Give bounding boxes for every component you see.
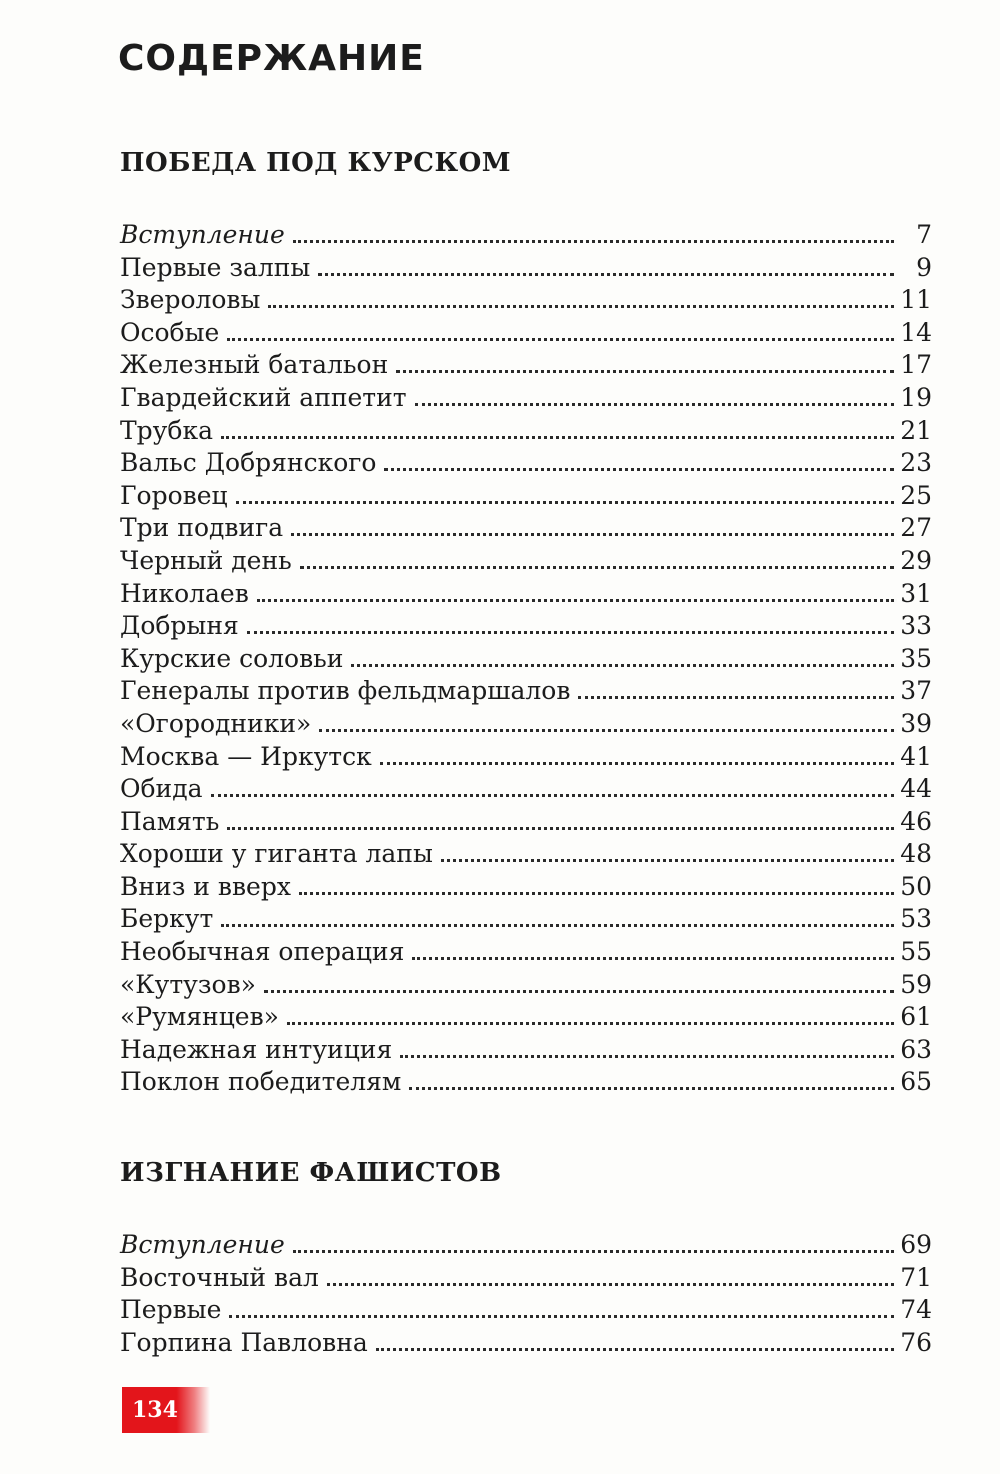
- dot-leader: [400, 1055, 894, 1058]
- toc-entry-page: 53: [900, 904, 932, 934]
- dot-leader: [380, 762, 894, 765]
- toc-entry-page: 71: [900, 1262, 932, 1292]
- toc-entry-page: 69: [900, 1230, 932, 1259]
- dot-leader: [287, 1022, 894, 1025]
- toc-entry-title: Железный батальон: [120, 350, 389, 380]
- toc-entry-page: 23: [900, 448, 932, 478]
- dot-leader: [319, 729, 894, 732]
- toc-entry-page: 11: [900, 285, 932, 315]
- dot-leader: [409, 1087, 894, 1090]
- toc-entry-page: 55: [900, 937, 932, 967]
- dot-leader: [247, 631, 894, 634]
- dot-leader: [236, 501, 894, 504]
- toc-entry: [120, 1327, 932, 1360]
- section-heading: ИЗГНАНИЕ ФАШИСТОВ: [120, 1158, 502, 1188]
- toc-entry-page: 59: [900, 969, 932, 999]
- dot-leader: [318, 273, 894, 276]
- toc-entry: [120, 903, 932, 936]
- dot-leader: [376, 1348, 894, 1351]
- toc-entry: [120, 349, 932, 382]
- toc-entry-title: Трубка: [120, 415, 213, 445]
- dot-leader: [229, 1315, 894, 1318]
- dot-leader: [412, 957, 894, 960]
- toc-entry-page: 14: [900, 317, 932, 347]
- toc-entry-title: Восточный вал: [120, 1262, 319, 1292]
- toc-entry-page: 17: [900, 350, 932, 380]
- dot-leader: [227, 827, 894, 830]
- dot-leader: [293, 1250, 894, 1253]
- dot-leader: [415, 403, 894, 406]
- toc-entry-page: 63: [900, 1034, 932, 1064]
- toc-entry: [120, 610, 932, 643]
- toc-list: [120, 1229, 932, 1359]
- toc-entry-page: 74: [900, 1295, 932, 1325]
- toc-entry: [120, 643, 932, 676]
- toc-entry-page: 21: [900, 415, 932, 445]
- toc-entry-title: Первые: [120, 1295, 222, 1325]
- toc-entry-page: 41: [900, 741, 932, 771]
- toc-entry-title: Черный день: [120, 545, 292, 575]
- toc-section: [120, 145, 932, 1099]
- toc-entry-title: «Огородники»: [120, 708, 312, 738]
- toc-entry: [120, 382, 932, 415]
- toc-entry-title: «Кутузов»: [120, 969, 256, 999]
- toc-entry-title: Генералы против фельдмаршалов: [120, 676, 571, 706]
- dot-leader: [264, 990, 894, 993]
- toc-entry-page: 76: [900, 1327, 932, 1357]
- dot-leader: [351, 664, 894, 667]
- toc-entry-title: Надежная интуиция: [120, 1034, 393, 1064]
- toc-entry-title: Николаев: [120, 578, 249, 608]
- toc-entry-title: Беркут: [120, 904, 214, 934]
- toc-entry-page: 48: [900, 839, 932, 869]
- toc-entry: [120, 773, 932, 806]
- toc-entry: [120, 1294, 932, 1327]
- dot-leader: [221, 436, 894, 439]
- toc-entry-page: 9: [916, 252, 932, 282]
- page-number-badge: [122, 1387, 210, 1433]
- toc-list: [120, 219, 932, 1099]
- toc-entry-title: Звероловы: [120, 285, 261, 315]
- toc-entry: [120, 512, 932, 545]
- toc-entry-title: Поклон победителям: [120, 1067, 402, 1097]
- toc-entry-page: 39: [900, 708, 932, 738]
- toc-entry-title: Первые залпы: [120, 252, 311, 282]
- toc-entry-title: Добрыня: [120, 611, 239, 641]
- toc-entry-title: Три подвига: [120, 513, 284, 543]
- toc-entry-page: 37: [900, 676, 932, 706]
- toc-entry: [120, 1034, 932, 1067]
- toc-entry: [120, 741, 932, 774]
- toc-entry: [120, 936, 932, 969]
- toc-entry-title: Необычная операция: [120, 937, 405, 967]
- section-heading: ПОБЕДА ПОД КУРСКОМ: [120, 148, 512, 178]
- dot-leader: [211, 794, 894, 797]
- toc-entry-page: 46: [900, 806, 932, 836]
- toc-entry-title: Вступление: [120, 1230, 285, 1259]
- toc-entry: [120, 447, 932, 480]
- toc-entry-title: «Румянцев»: [120, 1002, 279, 1032]
- toc-entry-title: Горпина Павловна: [120, 1327, 368, 1357]
- dot-leader: [291, 533, 894, 536]
- dot-leader: [327, 1283, 894, 1286]
- toc-entry: [120, 578, 932, 611]
- toc-entry: [120, 675, 932, 708]
- dot-leader: [384, 468, 894, 471]
- toc-entry-page: 31: [900, 578, 932, 608]
- toc-entry-title: Особые: [120, 317, 220, 347]
- toc-entry-title: Москва — Иркутск: [120, 741, 372, 771]
- toc-entry-title: Вниз и вверх: [120, 871, 291, 901]
- dot-leader: [227, 338, 894, 341]
- toc-entry-page: 33: [900, 611, 932, 641]
- toc-entry: [120, 969, 932, 1002]
- dot-leader: [396, 370, 894, 373]
- toc-entry-title: Обида: [120, 774, 203, 804]
- toc-entry: [120, 284, 932, 317]
- toc-entry: [120, 252, 932, 285]
- toc-entry-page: 25: [900, 480, 932, 510]
- page-number: 134: [132, 1397, 178, 1423]
- toc-entry-page: 65: [900, 1067, 932, 1097]
- toc-entry-title: Гвардейский аппетит: [120, 382, 407, 412]
- toc-entry-title: Курские соловьи: [120, 643, 344, 673]
- toc-entry: [120, 1066, 932, 1099]
- page-title: СОДЕРЖАНИЕ: [118, 38, 425, 79]
- dot-leader: [441, 859, 894, 862]
- toc-entry-page: 7: [916, 220, 932, 249]
- dot-leader: [221, 924, 894, 927]
- toc-entry-title: Горовец: [120, 480, 228, 510]
- dot-leader: [299, 892, 894, 895]
- dot-leader: [300, 566, 894, 569]
- toc-entry: [120, 708, 932, 741]
- toc-entry-page: 35: [900, 643, 932, 673]
- toc-entry-page: 50: [900, 871, 932, 901]
- toc-entry-title: Вальс Добрянского: [120, 448, 377, 478]
- toc-entry: [120, 871, 932, 904]
- toc-entry-page: 44: [900, 774, 932, 804]
- toc-entry: [120, 838, 932, 871]
- dot-leader: [257, 599, 894, 602]
- dot-leader: [293, 240, 894, 243]
- dot-leader: [578, 696, 894, 699]
- toc-entry: [120, 480, 932, 513]
- toc-entry-page: 29: [900, 545, 932, 575]
- toc-entry-title: Хороши у гиганта лапы: [120, 839, 433, 869]
- toc-entry-title: Память: [120, 806, 220, 836]
- toc-section: [120, 1155, 932, 1359]
- toc-entry-page: 61: [900, 1002, 932, 1032]
- dot-leader: [268, 305, 894, 308]
- toc-entry: [120, 415, 932, 448]
- toc-entry: [120, 806, 932, 839]
- toc-entry-page: 19: [900, 382, 932, 412]
- toc-entry-title: Вступление: [120, 220, 285, 249]
- toc-entry: [120, 545, 932, 578]
- toc-entry-page: 27: [900, 513, 932, 543]
- toc-entry: [120, 317, 932, 350]
- toc-entry: [120, 1262, 932, 1295]
- toc-entry: [120, 1001, 932, 1034]
- toc-entry: [120, 1229, 932, 1262]
- toc-entry: [120, 219, 932, 252]
